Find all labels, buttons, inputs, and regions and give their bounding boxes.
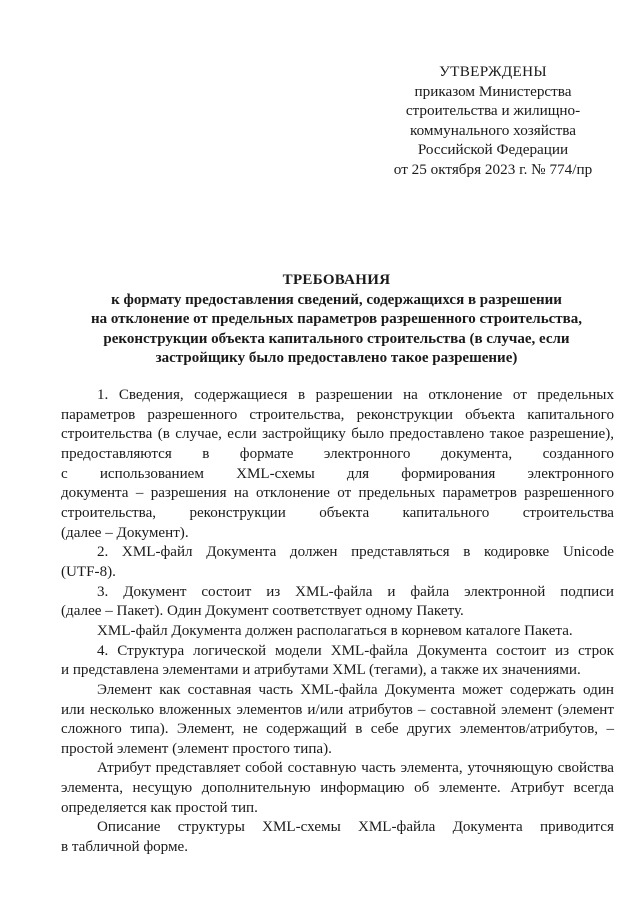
word: XML-схемы bbox=[262, 819, 341, 836]
word: формате bbox=[239, 445, 294, 462]
word: электронного bbox=[323, 445, 411, 462]
word: для bbox=[346, 465, 370, 482]
text-line: сложного типа). Элемент, не содержащий в себе других элементов/атрибутов, – bbox=[61, 721, 614, 738]
text-line: определяется как простой тип. bbox=[61, 799, 258, 816]
text-line: 4. Структура логической модели XML-файла Документа состоит из строк bbox=[97, 642, 614, 659]
paragraph-4 bbox=[61, 622, 614, 642]
approval-line: приказом Министерства bbox=[414, 82, 572, 100]
text-line: XML-файл Документа должен располагаться в корневом каталоге Пакета. bbox=[97, 622, 573, 639]
text-line: 2. XML-файл Документа должен представляться в кодировке Unicode bbox=[97, 544, 614, 561]
word: в bbox=[202, 445, 210, 462]
document-body bbox=[61, 386, 614, 858]
paragraph-1 bbox=[61, 386, 614, 543]
text-line bbox=[61, 445, 614, 465]
text-line: Атрибут представляет собой составную часть элемента, уточняющую свойства bbox=[97, 760, 614, 777]
text-line: (UTF-8). bbox=[61, 563, 116, 580]
document-title bbox=[60, 271, 613, 369]
approval-line: строительства и жилищно- bbox=[405, 102, 581, 119]
word: с bbox=[61, 465, 68, 482]
word: созданного bbox=[542, 445, 614, 462]
approval-order-date: от 25 октября 2023 г. № 774/пр bbox=[393, 160, 593, 178]
paragraph-5 bbox=[61, 642, 614, 681]
text-line: элемента, несущую дополнительную информацию об элементе. Атрибут всегда bbox=[61, 780, 614, 797]
word: Документа bbox=[452, 819, 523, 836]
word: строительства, bbox=[61, 504, 157, 521]
word: капитального bbox=[402, 504, 490, 521]
word: XML-схемы bbox=[236, 465, 315, 482]
text-line: (далее – Пакет). Один Документ соответствует одному Пакету. bbox=[61, 603, 464, 620]
text-line: в табличной форме. bbox=[61, 839, 189, 856]
approval-line: коммунального хозяйства bbox=[409, 121, 576, 139]
text-line: 3. Документ состоит из XML-файла и файла электронной подписи bbox=[97, 583, 614, 600]
word: объекта bbox=[319, 504, 370, 521]
paragraph-2 bbox=[61, 543, 614, 582]
word: реконструкции bbox=[189, 504, 286, 521]
paragraph-7 bbox=[61, 759, 614, 818]
word: предоставляются bbox=[61, 445, 172, 462]
title-line: к формату предоставления сведений, содержащихся в разрешении bbox=[111, 291, 562, 308]
text-line: 1. Сведения, содержащиеся в разрешении на отклонение от предельных bbox=[97, 387, 614, 403]
approval-line: Российской Федерации bbox=[417, 141, 569, 158]
paragraph-6 bbox=[61, 681, 614, 760]
text-line: и представлена элементами и атрибутами XML (тегами), а также их значениями. bbox=[61, 662, 581, 679]
text-line: простой элемент (элемент простого типа). bbox=[61, 740, 332, 757]
word: использованием bbox=[99, 465, 204, 482]
word: документа, bbox=[440, 445, 513, 462]
title-line: реконструкции объекта капитального строительства (в случае, если bbox=[103, 330, 570, 347]
word: электронного bbox=[527, 465, 614, 482]
title-heading: ТРЕБОВАНИЯ bbox=[282, 272, 391, 288]
word: приводится bbox=[539, 819, 614, 836]
title-line: застройщику было предоставлено такое разрешение) bbox=[155, 350, 518, 367]
title-line: на отклонение от предельных параметров разрешенного строительства, bbox=[90, 311, 582, 328]
text-line: Элемент как составная часть XML-файла Документа может содержать один bbox=[97, 681, 614, 698]
word: XML-файла bbox=[357, 819, 436, 836]
word: формирования bbox=[401, 465, 496, 482]
paragraph-3 bbox=[61, 583, 614, 622]
text-line: или несколько вложенных элементов и/или атрибутов – составной элемент (элемент bbox=[61, 701, 614, 718]
text-line bbox=[61, 504, 614, 524]
word: Описание bbox=[97, 819, 161, 836]
approval-stamp bbox=[368, 62, 618, 179]
text-line bbox=[61, 465, 614, 485]
text-line bbox=[61, 818, 614, 838]
text-line: (далее – Документ). bbox=[61, 524, 189, 541]
text-line: параметров разрешенного строительства, реконструкции объекта капитального bbox=[61, 406, 614, 423]
paragraph-8 bbox=[61, 818, 614, 857]
text-line: строительства (в случае, если застройщику было предоставлено такое разрешение), bbox=[61, 426, 614, 443]
approval-heading: УТВЕРЖДЕНЫ bbox=[439, 63, 547, 80]
text-line: документа – разрешения на отклонение от предельных параметров разрешенного bbox=[61, 485, 614, 502]
word: строительства bbox=[522, 504, 614, 521]
word: структуры bbox=[177, 819, 245, 836]
